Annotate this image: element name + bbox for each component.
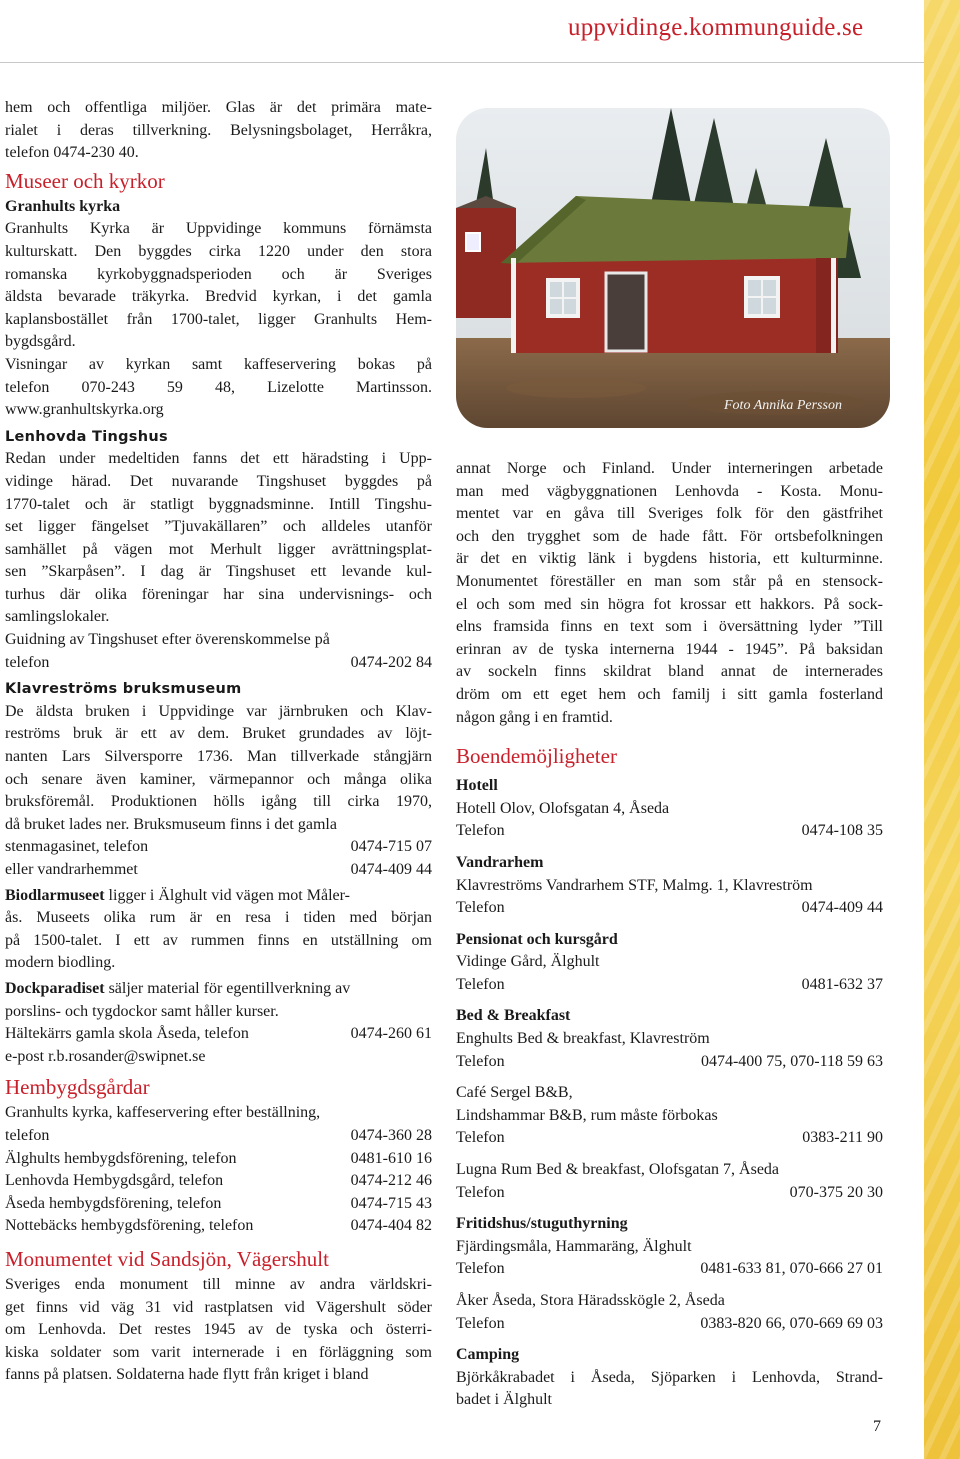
phone-value: 0474-212 46 <box>350 1172 432 1190</box>
monument-heading: Monumentet vid Sandsjön, Vägershult <box>5 1246 329 1271</box>
text-line: fanns på platsen. Soldaterna hade flytt från kriget i bland <box>5 1366 369 1384</box>
phone-label: Telefon <box>456 1183 505 1201</box>
text-line: bygdsgård. <box>5 333 76 351</box>
phone-value: 0474-360 28 <box>350 1126 432 1144</box>
phone-label: telefon <box>5 1126 50 1144</box>
hotell-phone-row <box>456 820 883 843</box>
phone-value: 0474-409 44 <box>801 899 883 917</box>
text-line: och senare även kaminer, värmepannor och många olika <box>5 770 432 788</box>
boende-heading: Boendemöjligheter <box>456 744 617 769</box>
granhult-heading: Granhults kyrka <box>5 197 121 215</box>
photo-credit: Foto Annika Persson <box>724 398 842 413</box>
text-line: vidinge härad. Det nuvarande Tingshuset byggdes på <box>5 472 432 490</box>
text-line: kiska soldater som varit internerade i en förläggning som <box>5 1343 432 1361</box>
lugna-rum-name: Lugna Rum Bed & breakfast, Olofsgatan 7, Åseda <box>456 1161 780 1179</box>
fjardingsmala-name: Fjärdingsmåla, Hammaräng, Älghult <box>456 1237 692 1255</box>
text-line: porslins- och tygdockor samt håller kurser. <box>5 1002 279 1020</box>
enghults-name: Enghults Bed & breakfast, Klavreström <box>456 1030 710 1048</box>
text-line: bruksföremål. Produktionen hölls igång till cirka 1970, <box>5 793 432 811</box>
museer-heading: Museer och kyrkor <box>5 168 165 193</box>
text-line: sen ”Skarpåsen”. I dag är Tingshuset ett levande kul- <box>5 563 432 581</box>
page-number: 7 <box>873 1418 881 1435</box>
text-line: romanska kyrkobyggnadsperioden och är Sveriges <box>5 265 432 283</box>
vandrarhem-heading: Vandrarhem <box>456 853 544 871</box>
text-line: www.granhultskyrka.org <box>5 401 164 419</box>
dock-phone-row <box>5 1023 432 1046</box>
text-line: om Lenhovda. Det restes 1945 av de tyska och österri- <box>5 1321 432 1339</box>
aker-name: Åker Åseda, Stora Häradsskögle 2, Åseda <box>456 1292 725 1309</box>
pensionat-heading: Pensionat och kursgård <box>456 930 618 948</box>
text-line: ås. Museets olika rum är en resa i tiden med början <box>5 909 432 927</box>
phone-label: Nottebäcks hembygdsförening, telefon <box>5 1217 254 1235</box>
phone-label: Telefon <box>456 822 505 840</box>
text-line: dröm om ett eget hem och familj i sitt gamla fosterland <box>456 685 883 703</box>
vandrarhem-phone-row <box>456 897 883 920</box>
text-line: badet i Älghult <box>456 1391 552 1409</box>
cottage-illustration <box>456 108 890 428</box>
header-divider <box>0 62 924 63</box>
phone-label: eller vandrarhemmet <box>5 861 138 878</box>
phone-value: 0474-260 61 <box>350 1025 432 1043</box>
biodlarmuseet-first-text: ligger i Älghult vid vägen mot Måler- <box>104 886 350 904</box>
phone-label: telefon <box>5 653 50 671</box>
intro-paragraph <box>5 97 432 165</box>
text-line: äldsta bevarade träkyrka. Bredvid kyrkan, i det gamla <box>5 288 432 306</box>
text-line: Visningar av kyrkan samt kaffeservering bokas på <box>5 355 432 373</box>
hemb-list <box>5 1125 432 1238</box>
phone-value: 0474-715 43 <box>350 1194 432 1212</box>
text-line: De äldsta bruken i Uppvidinge var järnbruken och Klav- <box>5 702 432 720</box>
monument-continued-text <box>456 458 883 729</box>
fjardingsmala-phone-row <box>456 1258 883 1281</box>
phone-label: Telefon <box>456 1052 505 1070</box>
tingshus-text <box>5 448 432 651</box>
right-column <box>456 458 883 1412</box>
klav-phone-row-1 <box>5 836 432 859</box>
phone-value: 0383-820 66, 070-669 69 03 <box>700 1314 883 1332</box>
lugna-rum-phone-row <box>456 1182 883 1205</box>
camping-text <box>456 1367 883 1412</box>
phone-value: 0474-108 35 <box>801 822 883 840</box>
text-line: Björkåkrabadet i Åseda, Sjöparken i Lenhovda, Strand- <box>456 1368 883 1386</box>
text-line: kulturskatt. Den byggdes cirka 1220 under den stora <box>5 242 432 260</box>
phone-row <box>5 1193 432 1216</box>
phone-label: Hältekärrs gamla skola Åseda, telefon <box>5 1025 249 1043</box>
tingshus-phone-row <box>5 652 432 675</box>
phone-label: stenmagasinet, telefon <box>5 838 149 856</box>
aker-phone-row <box>456 1313 883 1336</box>
phone-label: Telefon <box>456 975 505 993</box>
text-line: annat Norge och Finland. Under interneringen arbetade <box>456 460 883 477</box>
phone-label: Telefon <box>456 1129 505 1147</box>
pensionat-phone-row <box>456 974 883 997</box>
monument-text <box>5 1274 432 1387</box>
photo-red-cottage <box>456 108 890 428</box>
phone-value: 0481-633 81, 070-666 27 01 <box>700 1260 883 1278</box>
left-column <box>5 97 432 1387</box>
phone-row <box>5 1125 432 1148</box>
tingshus-heading: Lenhovda Tingshus <box>5 428 168 445</box>
text-line: Redan under medeltiden fanns det ett häradsting i Upp- <box>5 450 432 468</box>
phone-value: 0481-632 37 <box>801 975 883 993</box>
text-line: av sockeln finns skildrat bland annat de internerades <box>456 663 883 681</box>
klav-heading: Klavreströms bruksmuseum <box>5 681 242 698</box>
phone-value: 0474-404 82 <box>350 1217 432 1235</box>
phone-label: Telefon <box>456 899 505 917</box>
text-line: 1770-talet och är statligt byggnadsminne. Intill Tingshu- <box>5 495 432 513</box>
text-line: get finns vid väg 31 vid rastplatsen vid Vägershult söder <box>5 1298 432 1316</box>
phone-row <box>5 1148 432 1171</box>
phone-label: Älghults hembygdsförening, telefon <box>5 1149 237 1167</box>
enghults-phone-row <box>456 1051 883 1074</box>
lindshammar-name: Lindshammar B&B, rum måste förbokas <box>456 1106 718 1124</box>
camping-heading: Camping <box>456 1346 520 1364</box>
bnb-heading: Bed & Breakfast <box>456 1007 571 1025</box>
text-line: och den trygghet som de hade fått. För ortsbefolkningen <box>456 527 883 545</box>
dock-email: e-post r.b.rosander@swipnet.se <box>5 1047 206 1065</box>
text-line: el och som med sin högra fot krossar ett hakkors. På sock- <box>456 595 883 613</box>
text-line: Guidning av Tingshuset efter överenskommelse på <box>5 631 330 649</box>
text-line: mentet var en gåva till Sveriges folk för den gästfrihet <box>456 505 883 523</box>
dockparadiset-text <box>5 1001 432 1024</box>
phone-value: 0481-610 16 <box>350 1149 432 1167</box>
text-line: rialet i deras tillverkning. Belysningsbolaget, Herråkra, <box>5 121 432 139</box>
phone-value: 0474-715 07 <box>350 838 432 856</box>
phone-value: 0474-400 75, 070-118 59 63 <box>700 1052 883 1070</box>
phone-value: 0474-202 84 <box>350 653 432 671</box>
text-line: hem och offentliga miljöer. Glas är det primära mate- <box>5 99 432 116</box>
dockparadiset-first-text: säljer material för egentillverkning av <box>104 979 351 997</box>
hemb-intro: Granhults kyrka, kaffeservering efter beställning, <box>5 1104 321 1122</box>
vandrarhem-name: Klavreströms Vandrarhem STF, Malmg. 1, Klavreström <box>456 876 813 894</box>
klav-text <box>5 701 432 837</box>
phone-value: 0474-409 44 <box>350 861 432 878</box>
text-line: modern biodling. <box>5 954 116 972</box>
text-line: samlingslokaler. <box>5 608 110 626</box>
dockparadiset-name: Dockparadiset <box>5 979 105 997</box>
dockparadiset-first-line <box>5 978 432 1001</box>
phone-value: 070-375 20 30 <box>789 1183 883 1201</box>
text-line: reströms bruk är ett av dem. Bruket grundades av löjt- <box>5 725 432 743</box>
text-line: Sveriges enda monument till minne av andra världskri- <box>5 1275 432 1293</box>
phone-row <box>5 1170 432 1193</box>
text-line: Granhults Kyrka är Uppvidinge kommuns förnämsta <box>5 220 432 238</box>
site-url: uppvidinge.kommunguide.se <box>568 14 864 41</box>
text-line: telefon 0474-230 40. <box>5 144 139 162</box>
text-line: erinran av de tyska internerna 1944 - 1945”. På baksidan <box>456 640 883 658</box>
phone-row <box>5 1215 432 1238</box>
text-line: någon gång i en framtid. <box>456 708 613 726</box>
biodlarmuseet-text <box>5 907 432 975</box>
text-line: man med vägbyggnationen Lenhovda - Kosta. Monu- <box>456 482 883 500</box>
text-line: samhället på vägen mot Merhult ligger avrättningsplat- <box>5 540 432 558</box>
pensionat-name: Vidinge Gård, Älghult <box>456 953 600 971</box>
decorative-side-stripe <box>924 0 960 1459</box>
text-line: kaplansbostället från 1700-talet, ligger Granhults Hem- <box>5 310 432 328</box>
text-line: set ligger fängelset ”Tjuvakällaren” och alldeles utanför <box>5 518 432 536</box>
text-line: nanten Lars Silversporre 1736. Man tillverkade stångjärn <box>5 748 432 766</box>
hembygdsgardar-heading: Hembygdsgårdar <box>5 1075 150 1100</box>
phone-label: Lenhovda Hembygdsgård, telefon <box>5 1172 224 1190</box>
phone-label: Åseda hembygdsförening, telefon <box>5 1194 222 1212</box>
phone-label: Telefon <box>456 1314 505 1332</box>
text-line: på 1500-talet. I ett av rummen finns en utställning om <box>5 931 432 949</box>
granhult-text <box>5 218 432 421</box>
biodlarmuseet-name: Biodlarmuseet <box>5 886 105 904</box>
lindshammar-phone-row <box>456 1127 883 1150</box>
klav-phone-row-2 <box>5 859 432 882</box>
text-line: då bruket lades ner. Bruksmuseum finns i det gamla <box>5 815 337 833</box>
biodlarmuseet-first-line <box>5 885 432 908</box>
hotell-heading: Hotell <box>456 777 498 795</box>
phone-label: Telefon <box>456 1260 505 1278</box>
text-line: telefon 070-243 59 48, Lizelotte Martinsson. <box>5 378 432 396</box>
hotell-name: Hotell Olov, Olofsgatan 4, Åseda <box>456 799 670 817</box>
fritid-heading: Fritidshus/stuguthyrning <box>456 1215 628 1233</box>
text-line: är det en viktig länk i bygdens historia, ett kulturminne. <box>456 550 883 568</box>
text-line: turhus där olika föreningar har sina undervisnings- och <box>5 585 432 603</box>
text-line: elns framsida finns en text som i översättning lyder ”Till <box>456 618 883 636</box>
phone-value: 0383-211 90 <box>802 1129 883 1147</box>
cafe-sergel-name: Café Sergel B&B, <box>456 1084 573 1102</box>
text-line: Monumentet föreställer en man som står på en stensock- <box>456 572 883 590</box>
